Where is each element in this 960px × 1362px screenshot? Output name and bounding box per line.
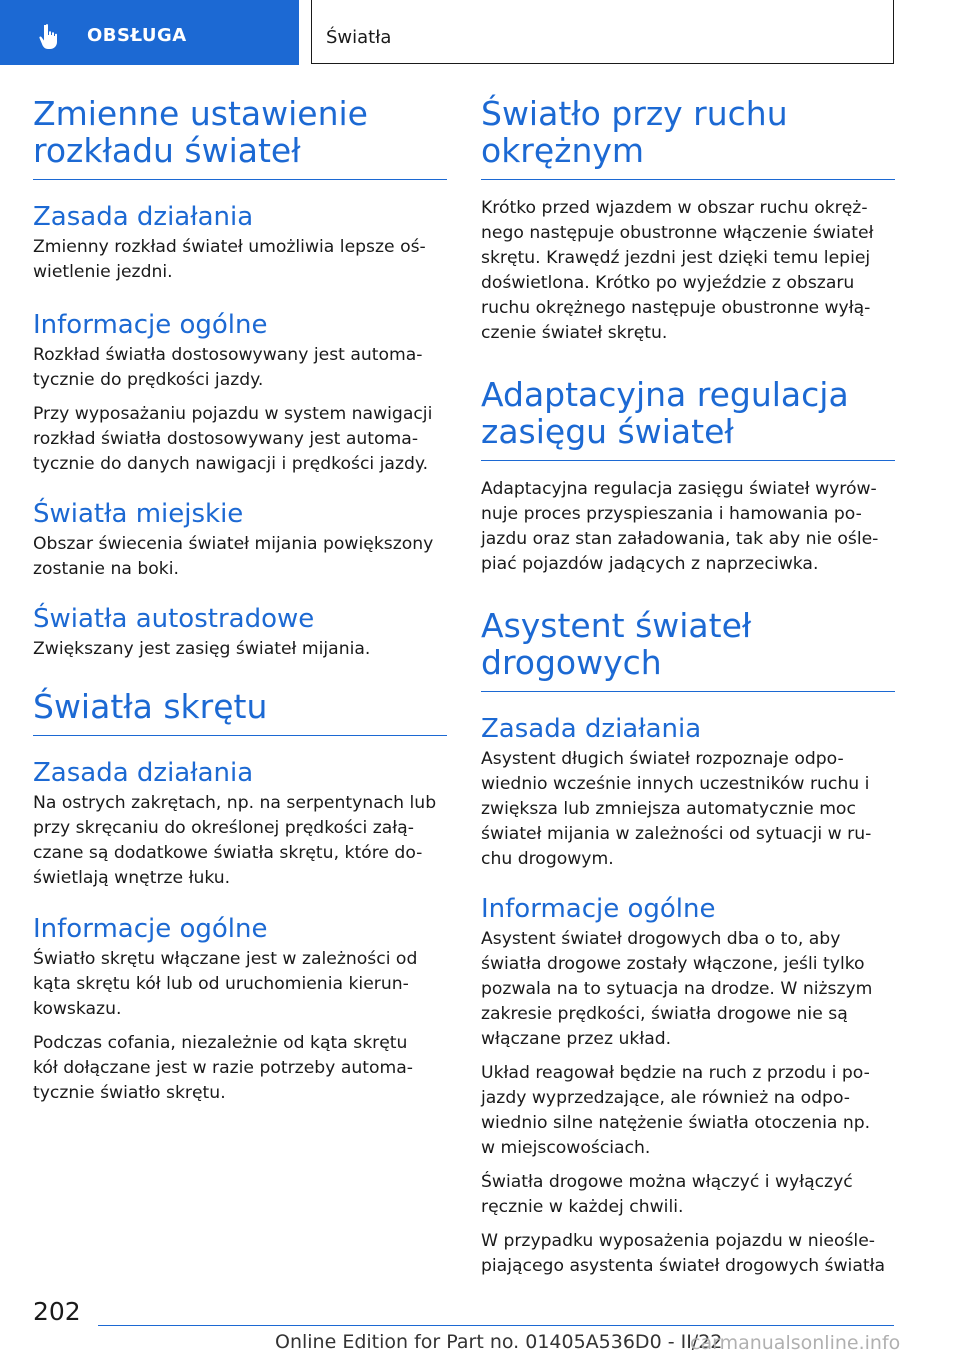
subheading-principle: Zasada działania — [33, 202, 254, 232]
paragraph: Krótko przed wjazdem w obszar ruchu okręż- nego następuje obustronne włączenie świateł skrętu. Krawędź jezdni jest dzięki temu lepiej doświetlona. Krótko po wyjeździe z obszaru ruchu okrężnego następuje obustronne wyłą- czenie świateł skrętu. — [481, 198, 874, 343]
chapter-tab — [311, 0, 894, 64]
paragraph: Asystent świateł drogowych dba o to, aby światła drogowe zostały włączone, jeśli tylko pozwala na to sytuacja na drodze. W niższym zakresie prędkości, światła drogowe nie są włączane przez układ. — [481, 929, 873, 1049]
section-label: OBSŁUGA — [87, 25, 187, 46]
subheading-principle: Zasada działania — [33, 758, 254, 788]
heading-adaptive-range: Adaptacyjna regulacja zasięgu świateł — [481, 376, 895, 461]
heading-cornering-lights: Światła skrętu — [33, 688, 447, 736]
section-tab — [0, 0, 299, 65]
paragraph: Asystent długich świateł rozpoznaje odpo- wiednio wcześnie innych uczestników ruchu i zwiększa lub zmniejsza automatycznie moc świateł mijania w zależności od sytuacji w ru- chu drogowym. — [481, 749, 872, 869]
paragraph: Zwiększany jest zasięg świateł mijania. — [33, 639, 371, 659]
subheading-general-info: Informacje ogólne — [481, 894, 716, 924]
watermark: carmanualsonline.info — [690, 1332, 901, 1354]
subheading-city-lights: Światła miejskie — [33, 499, 244, 529]
heading-roundabout-light: Światło przy ruchu okrężnym — [481, 95, 895, 180]
page-number: 202 — [33, 1297, 81, 1326]
subheading-general-info: Informacje ogólne — [33, 310, 268, 340]
paragraph: Na ostrych zakrętach, np. na serpentynach lub przy skręcaniu do określonej prędkości załą- czane są dodatkowe światła skrętu, które do- świetlają wnętrze łuku. — [33, 793, 437, 888]
paragraph: Przy wyposażaniu pojazdu w system nawigacji rozkład światła dostosowywany jest automa- tycznie do danych nawigacji i prędkości jazdy. — [33, 404, 433, 474]
hand-pointer-icon — [38, 23, 64, 51]
subheading-motorway-lights: Światła autostradowe — [33, 604, 315, 634]
paragraph: W przypadku wyposażenia pojazdu w nieośle- piającego asystenta świateł drogowych światła — [481, 1231, 886, 1276]
footer-edition: Online Edition for Part no. 01405A536D0 - II/22 — [275, 1331, 723, 1353]
chapter-label: Światła — [326, 27, 392, 48]
paragraph: Zmienny rozkład świateł umożliwia lepsze oś- wietlenie jezdni. — [33, 237, 426, 282]
right-column — [481, 95, 895, 1279]
paragraph: Adaptacyjna regulacja zasięgu świateł wyrów- nuje proces przyspieszania i hamowania po- jazdu oraz stan załadowania, tak aby nie ośle- piać pojazdów jadących z naprzeciwka. — [481, 479, 879, 574]
paragraph: Obszar świecenia świateł mijania powiększony zostanie na boki. — [33, 534, 434, 579]
subheading-general-info: Informacje ogólne — [33, 914, 268, 944]
paragraph: Rozkład światła dostosowywany jest automa- tycznie do prędkości jazdy. — [33, 345, 423, 390]
paragraph: Układ reagował będzie na ruch z przodu i po- jazdy wyprzedzające, ale również na odpo- wiednio silne natężenie światła otoczenia np. w miejscowościach. — [481, 1063, 871, 1158]
left-column — [33, 95, 447, 1106]
heading-variable-light-distribution: Zmienne ustawienie rozkładu świateł — [33, 95, 447, 180]
footer-divider — [98, 1325, 894, 1326]
subheading-principle: Zasada działania — [481, 714, 702, 744]
paragraph: Światła drogowe można włączyć i wyłączyć ręcznie w każdej chwili. — [481, 1172, 853, 1217]
heading-high-beam-assistant: Asystent świateł drogowych — [481, 607, 895, 692]
paragraph: Światło skrętu włączane jest w zależności od kąta skrętu kół lub od uruchomienia kierun- kowskazu. — [33, 949, 418, 1019]
paragraph: Podczas cofania, niezależnie od kąta skrętu kół dołączane jest w razie potrzeby automa- tycznie światło skrętu. — [33, 1033, 413, 1103]
